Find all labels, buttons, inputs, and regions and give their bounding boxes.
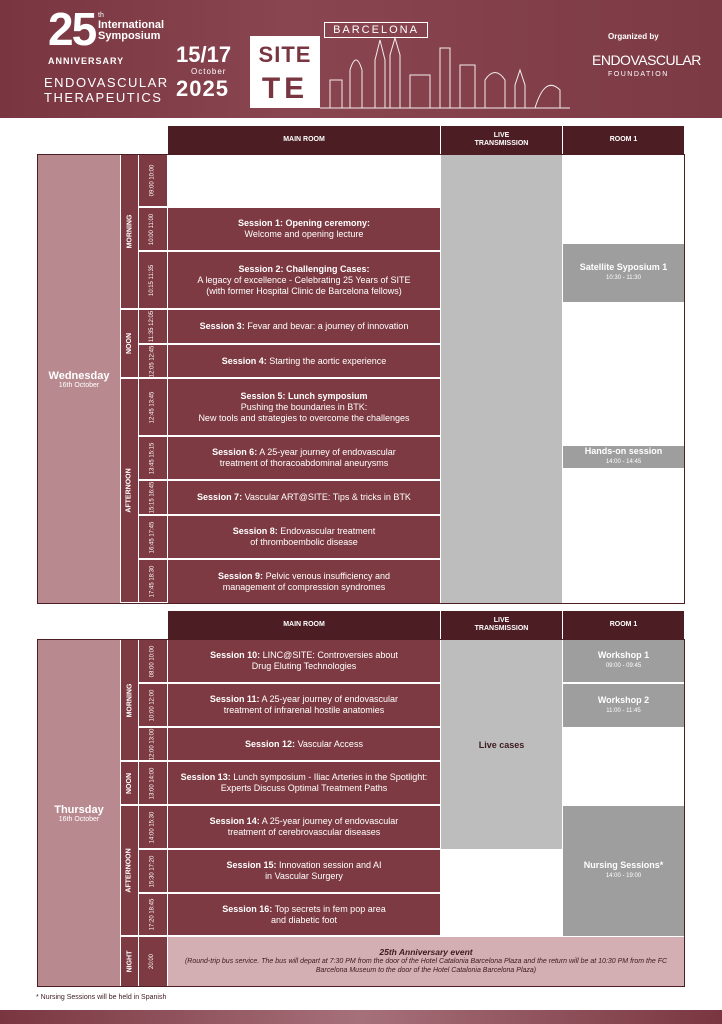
wed-part-morning: MORNING — [121, 155, 138, 309]
session-16[interactable]: Session 16: Top secrets in fem pop area and diabetic foot — [168, 894, 440, 936]
wed-time-slot: 09:00 10:00 — [139, 155, 167, 207]
session-11[interactable]: Session 11: A 25-year journey of endovascular treatment of infrarenal hostile anatomies — [168, 684, 440, 727]
session-9[interactable]: Session 9: Pelvic venous insufficiency and management of compression syndromes — [168, 560, 440, 603]
wednesday-day-cell — [38, 155, 120, 603]
wed-time-slot: 13:45 15:15 — [139, 437, 167, 480]
site-logo — [250, 36, 320, 108]
thu-part-morning: MORNING — [121, 640, 138, 761]
session-3[interactable]: Session 3: Fevar and bevar: a journey of innovation — [168, 310, 440, 344]
wed-time-slot: 11:35 12:05 — [139, 310, 167, 344]
wed-time-slot: 17:45 18:30 — [139, 560, 167, 603]
site-logo-bottom: TE — [261, 72, 309, 105]
thu-time-slot: 15:30 17:20 — [139, 850, 167, 893]
thu-time-slot: 12:00 13:00 — [139, 728, 167, 761]
header-banner — [0, 0, 722, 118]
thu-time-slot: 14:00 15:30 — [139, 806, 167, 849]
thu-time-slot: 13:00 14:00 — [139, 762, 167, 805]
thu-part-night: NIGHT — [121, 937, 138, 986]
col-header-room1-thu: ROOM 1 — [563, 611, 684, 639]
international-label: International — [98, 19, 165, 31]
session-10[interactable]: Session 10: LINC@SITE: Controversies about Drug Eluting Technologies — [168, 640, 440, 683]
hands-on-session[interactable]: Hands-on session 14:00 - 14:45 — [563, 446, 684, 468]
wednesday-day-name: Wednesday — [48, 369, 110, 382]
barcelona-skyline-icon — [320, 30, 570, 110]
wed-time-slot: 12:45 13:45 — [139, 379, 167, 436]
thu-time-slot: 08:00 10:00 — [139, 640, 167, 683]
satellite-symposium-1[interactable]: Satellite Syposium 1 10:30 - 11:30 — [563, 244, 684, 302]
thu-time-slot: 10:00 12:00 — [139, 684, 167, 727]
foundation-sub-text: FOUNDATION — [608, 71, 669, 78]
thu-part-afternoon: AFTERNOON — [121, 806, 138, 936]
thursday-day-name: Thursday — [54, 803, 104, 816]
thu-time-slot: 17:20 18:45 — [139, 894, 167, 936]
workshop-2[interactable]: Workshop 2 11:00 - 11:45 — [563, 684, 684, 727]
ordinal-suffix: th — [98, 12, 104, 19]
event-name-line1: ENDOVASCULAR — [44, 75, 169, 90]
symposium-label: Symposium — [98, 30, 161, 42]
anniversary-number: 25 — [48, 3, 96, 55]
session-4[interactable]: Session 4: Starting the aortic experience — [168, 345, 440, 378]
wed-part-afternoon: AFTERNOON — [121, 379, 138, 603]
live-cases[interactable]: Live cases — [441, 640, 562, 849]
session-6[interactable]: Session 6: A 25-year journey of endovascular treatment of thoracoabdominal aneurysms — [168, 437, 440, 480]
session-13[interactable]: Session 13: Lunch symposium - Iliac Arteries in the Spotlight: Experts Discuss Optimal Treatment Paths — [168, 762, 440, 805]
wed-time-slot: 10:15 11:35 — [139, 252, 167, 309]
col-header-main-room: MAIN ROOM — [168, 126, 440, 154]
session-5[interactable]: Session 5: Lunch symposium Pushing the boundaries in BTK: New tools and strategies to overcome the challenges — [168, 379, 440, 436]
wed-live-transmission — [441, 155, 562, 603]
wednesday-date: 16th October — [58, 381, 100, 389]
wed-time-slot: 15:15 16:45 — [139, 481, 167, 515]
session-15[interactable]: Session 15: Innovation session and AI in Vascular Surgery — [168, 850, 440, 893]
event-dates: 15/17 — [176, 42, 232, 67]
session-8[interactable]: Session 8: Endovascular treatment of thromboembolic disease — [168, 516, 440, 559]
event-name-line2: THERAPEUTICS — [44, 90, 163, 105]
nursing-sessions[interactable]: Nursing Sessions* 14:00 - 19:00 — [563, 806, 684, 936]
thu-time-slot: 20:00 — [139, 937, 167, 986]
thursday-day-cell — [38, 640, 120, 986]
footer-band — [0, 1010, 722, 1024]
organized-by-label: Organized by — [608, 32, 659, 41]
col-header-live-transmission-thu: LIVE TRANSMISSION — [441, 611, 562, 639]
wed-time-slot: 12:05 12:45 — [139, 345, 167, 378]
col-header-live-transmission: LIVE TRANSMISSION — [441, 126, 562, 154]
anniversary-label: ANNIVERSARY — [48, 56, 125, 66]
session-2[interactable]: Session 2: Challenging Cases: A legacy of excellence - Celebrating 25 Years of SITE (with former Hospital Clinic de Barcelona fellows) — [168, 252, 440, 309]
site-logo-top: SITE — [258, 42, 312, 67]
city-label: BARCELONA — [324, 22, 428, 38]
session-14[interactable]: Session 14: A 25-year journey of endovascular treatment of cerebrovascular diseases — [168, 806, 440, 849]
session-1[interactable]: Session 1: Opening ceremony: Welcome and opening lecture — [168, 208, 440, 251]
thursday-date: 16th October — [58, 815, 100, 823]
col-header-main-room-thu: MAIN ROOM — [168, 611, 440, 639]
wed-time-slot: 10:00 11:00 — [139, 208, 167, 251]
event-month: October — [191, 67, 227, 76]
session-12[interactable]: Session 12: Vascular Access — [168, 728, 440, 761]
session-7[interactable]: Session 7: Vascular ART@SITE: Tips & tricks in BTK — [168, 481, 440, 515]
wed-time-slot: 16:45 17:45 — [139, 516, 167, 559]
thu-part-noon: NOON — [121, 762, 138, 805]
event-year: 2025 — [176, 76, 229, 101]
footnote: * Nursing Sessions will be held in Spanish — [36, 994, 167, 1001]
col-header-room1: ROOM 1 — [563, 126, 684, 154]
anniversary-event[interactable]: 25th Anniversary event (Round-trip bus service. The bus will depart at 7:30 PM from the door of the Hotel Catalonia Barcelona Plaza and the return will be at 10:30 PM from the FC Barcelona Museum to the door of the Hotel Catalonia Barcelona Plaza) — [168, 937, 684, 986]
workshop-1[interactable]: Workshop 1 09:00 - 09:45 — [563, 640, 684, 683]
wed-part-noon: NOON — [121, 310, 138, 378]
foundation-logo-text: ENDOVASCULAR — [592, 52, 701, 68]
